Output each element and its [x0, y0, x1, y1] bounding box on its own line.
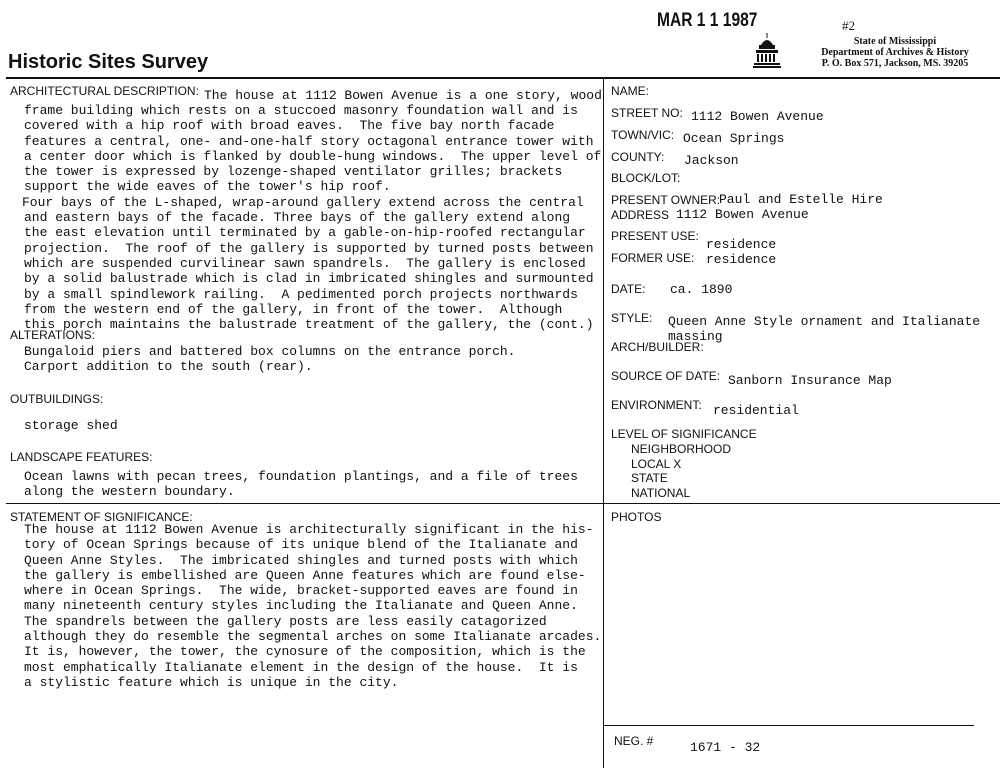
arch-line: features a central, one- and-one-half story octagonal entrance tower with: [24, 133, 594, 149]
landscape-line: Ocean lawns with pecan trees, foundation plantings, and a file of trees: [24, 469, 578, 484]
style-value-continued: massing: [668, 329, 723, 344]
level-option-national: NATIONAL: [631, 486, 691, 500]
alterations-body: [24, 344, 515, 375]
date-stamp: MAR 1 1 1987: [657, 10, 758, 31]
landscape-features-label: LANDSCAPE FEATURES:: [10, 450, 153, 464]
architectural-description-first-line: The house at 1112 Bowen Avenue is a one story, wood: [204, 88, 602, 103]
address-value: 1112 Bowen Avenue: [676, 207, 809, 222]
significance-line: a stylistic feature which is unique in the city.: [24, 674, 399, 690]
arch-line: the east elevation until terminated by a gable-on-hip-roofed rectangular: [24, 225, 586, 241]
neg-number-label: NEG. #: [614, 734, 654, 748]
page-title: Historic Sites Survey: [8, 51, 209, 73]
arch-line: support the wide eaves of the tower's hip roof.: [24, 179, 391, 195]
county-value: Jackson: [684, 153, 739, 168]
present-use-label: PRESENT USE:: [611, 229, 699, 243]
present-owner-value: Paul and Estelle Hire: [719, 192, 883, 207]
style-value: Queen Anne Style ornament and Italianate: [668, 314, 981, 329]
alteration-line: Carport addition to the south (rear).: [24, 359, 313, 375]
block-lot-label: BLOCK/LOT:: [611, 171, 681, 185]
town-value: Ocean Springs: [683, 131, 785, 146]
statement-of-significance-label: STATEMENT OF SIGNIFICANCE:: [10, 510, 193, 524]
column-divider: [603, 78, 604, 768]
arch-line: this porch maintains the balustrade treatment of the gallery, the (cont.): [24, 317, 594, 333]
state-capitol-seal-icon: [752, 32, 782, 68]
significance-line: It is, however, the tower, the cynosure of the composition, which is the: [24, 644, 586, 660]
arch-line: a center door which is flanked by double-hung windows. The upper level of: [24, 148, 602, 164]
photos-label: PHOTOS: [611, 510, 662, 524]
county-label: COUNTY:: [611, 150, 665, 164]
former-use-value: residence: [706, 252, 777, 267]
significance-line: The house at 1112 Bowen Avenue is architecturally significant in the his-: [24, 522, 594, 537]
street-label: STREET NO:: [611, 106, 683, 120]
significance-line: tory of Ocean Springs because of its unique blend of the Italianate and: [24, 537, 578, 553]
address-label: ADDRESS: [611, 208, 670, 222]
arch-builder-label: ARCH/BUILDER:: [611, 340, 704, 354]
neg-rule: [604, 725, 974, 726]
landscape-features-body: [24, 469, 578, 500]
present-use-value: residence: [706, 237, 777, 252]
environment-value: residential: [713, 403, 799, 418]
arch-line: by a solid balustrade which is clad in imbricated shingles and surmounted: [24, 271, 594, 287]
agency-department: Department of Archives & History: [821, 47, 969, 58]
level-option-neighborhood: NEIGHBORHOOD: [631, 442, 732, 456]
source-of-date-label: SOURCE OF DATE:: [611, 369, 721, 383]
significance-line: where in Ocean Springs. The wide, bracket-supported eaves are found in: [24, 583, 578, 599]
significance-line: The spandrels between the gallery posts are less easily catagorized: [24, 613, 547, 629]
level-of-significance-label: LEVEL OF SIGNIFICANCE: [611, 427, 757, 441]
architectural-description-label: ARCHITECTURAL DESCRIPTION:: [10, 84, 199, 98]
date-label: DATE:: [611, 282, 646, 296]
arch-line: Four bays of the L-shaped, wrap-around gallery extend across the central: [22, 194, 584, 210]
street-value: 1112 Bowen Avenue: [691, 109, 824, 124]
significance-line: many nineteenth century styles including the Italianate and Queen Anne.: [24, 598, 578, 614]
arch-line: covered with a hip roof with broad eaves. The five bay north facade: [24, 118, 555, 134]
name-label: NAME:: [611, 84, 650, 98]
former-use-label: FORMER USE:: [611, 251, 695, 265]
agency-state: State of Mississippi: [853, 36, 937, 47]
arch-line: the tower is expressed by lozenge-shaped ventilator grilles; brackets: [24, 164, 563, 180]
level-option-local: LOCAL X: [631, 457, 682, 471]
top-rule: [6, 77, 1000, 79]
document-number: #2: [842, 18, 855, 33]
landscape-line: along the western boundary.: [24, 484, 235, 500]
outbuildings-value: storage shed: [24, 418, 118, 433]
agency-address: P. O. Box 571, Jackson, MS. 39205: [821, 58, 969, 69]
neg-number-value: 1671 - 32: [690, 740, 761, 755]
agency-block: [790, 36, 1000, 69]
significance-line: although they do resemble the segmental arches on some Italianate arcades.: [24, 629, 602, 645]
arch-line: projection. The roof of the gallery is supported by turned posts between: [24, 240, 594, 256]
alterations-label: ALTERATIONS:: [10, 328, 95, 342]
significance-line: most emphatically Italianate element in the design of the house. It is: [24, 659, 578, 675]
statement-of-significance-body: [24, 522, 601, 690]
outbuildings-label: OUTBUILDINGS:: [10, 392, 104, 406]
present-owner-label: PRESENT OWNER:: [611, 193, 721, 207]
arch-line: by a small spindlework railing. A pedimented porch projects northwards: [24, 286, 578, 302]
middle-rule: [6, 503, 1000, 504]
source-of-date-value: Sanborn Insurance Map: [728, 373, 892, 388]
alteration-line: Bungaloid piers and battered box columns on the entrance porch.: [24, 344, 516, 359]
arch-line: from the western end of the gallery, in front of the tower. Although: [24, 301, 563, 317]
style-label: STYLE:: [611, 311, 653, 325]
town-label: TOWN/VIC:: [611, 128, 675, 142]
environment-label: ENVIRONMENT:: [611, 398, 702, 412]
arch-line: and eastern bays of the facade. Three bays of the gallery extend along: [24, 210, 571, 226]
date-value: ca. 1890: [670, 282, 733, 297]
significance-line: Queen Anne Styles. The imbricated shingles and turned posts with which: [24, 552, 578, 568]
arch-line: which are suspended curvilinear sawn spandrels. The gallery is enclosed: [24, 255, 586, 271]
architectural-description-body: [24, 103, 601, 332]
arch-line: frame building which rests on a stuccoed masonry foundation wall and is: [24, 103, 578, 118]
level-option-state: STATE: [631, 471, 668, 485]
significance-line: the gallery is embellished are Queen Anne features which are found else-: [24, 567, 586, 583]
